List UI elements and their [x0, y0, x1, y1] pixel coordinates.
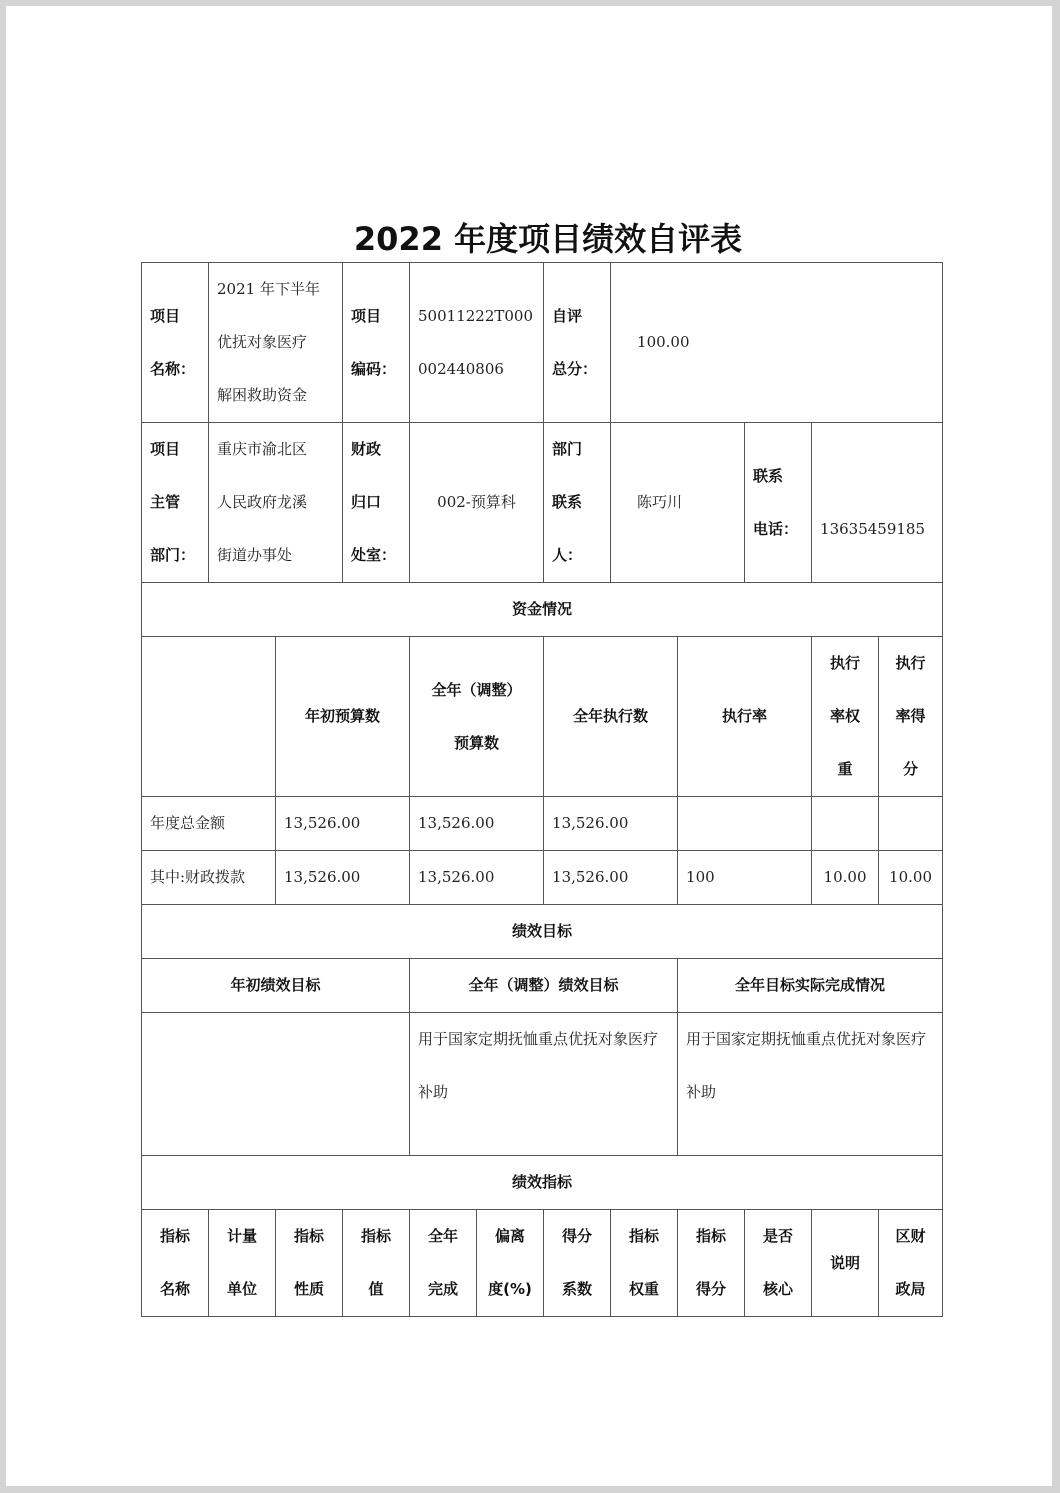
annual-completion-header: 全年 完成: [410, 1210, 477, 1317]
is-core-header: 是否 核心: [745, 1210, 812, 1317]
project-code-value: 50011222T000 002440806: [410, 263, 544, 423]
table-row: [142, 851, 943, 905]
goals-content-row: [142, 1013, 943, 1156]
funds-section-row: [142, 583, 943, 637]
funds-section-title: 资金情况: [142, 583, 943, 637]
indicator-score-header: 指标 得分: [678, 1210, 745, 1317]
deviation-header: 偏离 度(%): [477, 1210, 544, 1317]
indicator-nature-header: 指标 性质: [276, 1210, 343, 1317]
project-name-label: 项目 名称：: [142, 263, 209, 423]
indicator-name-header: 指标 名称: [142, 1210, 209, 1317]
description-header: 说明: [812, 1210, 879, 1317]
execution-rate-cell: 100: [678, 851, 812, 905]
dept-label: 项目 主管 部门：: [142, 423, 209, 583]
evaluation-table: [141, 262, 943, 1317]
rate-score-cell: 10.00: [879, 851, 943, 905]
finance-bureau-header: 区财 政局: [879, 1210, 943, 1317]
rate-weight-cell: 10.00: [812, 851, 879, 905]
indicators-header-row: [142, 1210, 943, 1317]
finance-office-value: 002-预算科: [410, 423, 544, 583]
initial-goal-cell: [142, 1013, 410, 1156]
self-score-value: 100.00: [611, 263, 943, 423]
project-info-row: [142, 263, 943, 423]
contact-label: 部门 联系 人：: [544, 423, 611, 583]
row-label: 其中:财政拨款: [142, 851, 276, 905]
indicator-value-header: 指标 值: [343, 1210, 410, 1317]
execution-rate-cell: [678, 797, 812, 851]
initial-budget-cell: 13,526.00: [276, 797, 410, 851]
score-coefficient-header: 得分 系数: [544, 1210, 611, 1317]
initial-budget-cell: 13,526.00: [276, 851, 410, 905]
initial-budget-header: 年初预算数: [276, 637, 410, 797]
initial-goal-header: 年初绩效目标: [142, 959, 410, 1013]
actual-completion-header: 全年目标实际完成情况: [678, 959, 943, 1013]
project-name-value: 2021 年下半年 优抚对象医疗 解困救助资金: [209, 263, 343, 423]
table-row: [142, 797, 943, 851]
executed-header: 全年执行数: [544, 637, 678, 797]
adjusted-budget-header: 全年（调整） 预算数: [410, 637, 544, 797]
rate-weight-cell: [812, 797, 879, 851]
dept-value: 重庆市渝北区 人民政府龙溪 街道办事处: [209, 423, 343, 583]
self-score-label: 自评 总分：: [544, 263, 611, 423]
executed-cell: 13,526.00: [544, 797, 678, 851]
rate-weight-header: 执行 率权 重: [812, 637, 879, 797]
adjusted-goal-cell: 用于国家定期抚恤重点优抚对象医疗补助: [410, 1013, 678, 1156]
phone-value: 13635459185: [812, 423, 943, 583]
funds-header-empty: [142, 637, 276, 797]
indicators-section-row: [142, 1156, 943, 1210]
indicator-weight-header: 指标 权重: [611, 1210, 678, 1317]
execution-rate-header: 执行率: [678, 637, 812, 797]
adjusted-budget-cell: 13,526.00: [410, 797, 544, 851]
adjusted-budget-cell: 13,526.00: [410, 851, 544, 905]
row-label: 年度总金额: [142, 797, 276, 851]
rate-score-cell: [879, 797, 943, 851]
executed-cell: 13,526.00: [544, 851, 678, 905]
adjusted-goal-header: 全年（调整）绩效目标: [410, 959, 678, 1013]
goals-header-row: [142, 959, 943, 1013]
funds-header-row: [142, 637, 943, 797]
phone-label: 联系 电话：: [745, 423, 812, 583]
actual-completion-cell: 用于国家定期抚恤重点优抚对象医疗补助: [678, 1013, 943, 1156]
finance-office-label: 财政 归口 处室：: [343, 423, 410, 583]
contact-value: 陈巧川: [611, 423, 745, 583]
page-title: 2022 年度项目绩效自评表: [353, 220, 743, 258]
unit-header: 计量 单位: [209, 1210, 276, 1317]
goals-section-title: 绩效目标: [142, 905, 943, 959]
document-page: [6, 6, 1052, 1486]
indicators-section-title: 绩效指标: [142, 1156, 943, 1210]
goals-section-row: [142, 905, 943, 959]
rate-score-header: 执行 率得 分: [879, 637, 943, 797]
project-code-label: 项目 编码：: [343, 263, 410, 423]
department-row: [142, 423, 943, 583]
